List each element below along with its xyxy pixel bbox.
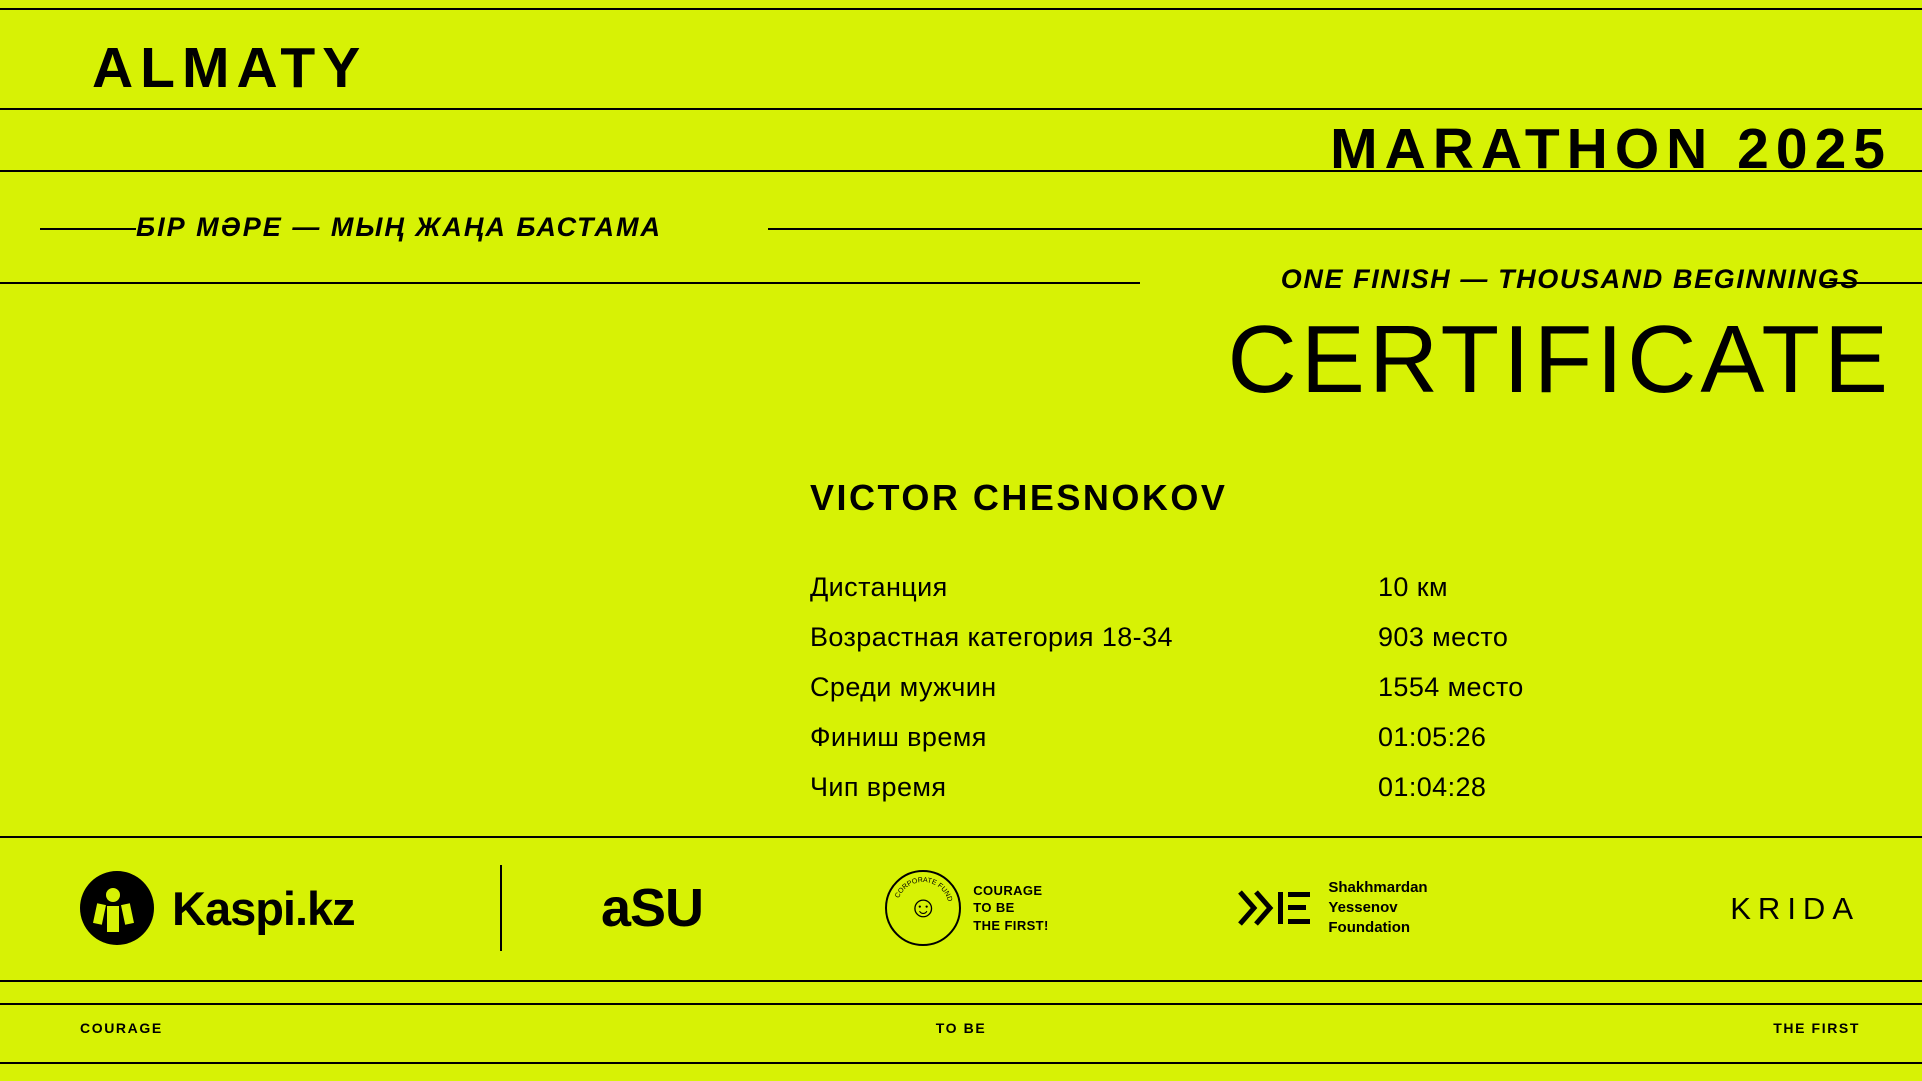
result-row (810, 672, 1630, 722)
divider-line (0, 1003, 1922, 1005)
sponsor-courage-fund (802, 870, 1132, 946)
slogan-english: ONE FINISH — THOUSAND BEGINNINGS (1280, 264, 1860, 294)
footer-left-text: COURAGE (80, 1020, 163, 1036)
sponsor-krida (1532, 890, 1922, 926)
result-label: Среди мужчин (810, 672, 997, 702)
result-label: Возрастная категория 18-34 (810, 622, 1173, 652)
divider-line (0, 108, 1922, 110)
result-value: 01:04:28 (1378, 772, 1487, 802)
results-list (810, 572, 1630, 822)
courage-line-2: TO BE (973, 900, 1015, 916)
sponsor-bar (0, 836, 1922, 980)
sponsor-asu (502, 878, 802, 938)
asu-wordmark: aSU (600, 878, 704, 938)
yessenov-wordmark (1328, 878, 1427, 939)
sponsor-kaspi (0, 871, 460, 945)
athlete-name: VICTOR CHESNOKOV (810, 477, 1228, 518)
page-title: CERTIFICATE (1227, 306, 1892, 413)
courage-wordmark (973, 882, 1049, 935)
courage-line-3: THE FIRST! (973, 917, 1049, 933)
result-value: 01:05:26 (1378, 722, 1487, 752)
result-value: 903 место (1378, 622, 1509, 652)
result-label: Финиш время (810, 722, 987, 752)
svg-text:CORPORATE FUND: CORPORATE FUND (894, 876, 954, 903)
result-row (810, 622, 1630, 672)
kaspi-wordmark: Kaspi.kz (172, 881, 355, 935)
result-row (810, 722, 1630, 772)
sponsor-yessenov-foundation (1132, 878, 1532, 939)
yessenov-line-3: Foundation (1328, 919, 1411, 937)
yessenov-line-2: Yessenov (1328, 898, 1398, 916)
divider-line (40, 228, 136, 230)
courage-line-1: COURAGE (973, 882, 1043, 898)
divider-line (768, 228, 1922, 230)
running-figure-icon: ☺ (907, 891, 939, 924)
footer-right-text: THE FIRST (1773, 1020, 1860, 1036)
footer-bar (0, 1020, 1922, 1036)
courage-seal-icon (885, 870, 961, 946)
result-value: 1554 место (1378, 672, 1524, 702)
courage-logo (885, 870, 1049, 946)
yessenov-logo (1236, 878, 1427, 939)
kaspi-logo (80, 871, 355, 945)
divider-line (0, 8, 1922, 10)
krida-wordmark: KRIDA (1730, 890, 1860, 926)
result-value: 10 км (1378, 572, 1448, 602)
slogan-kazakh: БІР МӘРЕ — МЫҢ ЖАҢА БАСТАМА (136, 212, 663, 242)
divider-line (0, 1062, 1922, 1064)
divider-line (0, 282, 1140, 284)
result-row (810, 572, 1630, 622)
kaspi-figure-icon (80, 871, 154, 945)
result-label: Чип время (810, 772, 947, 802)
divider-line (0, 980, 1922, 982)
yessenov-line-1: Shakhmardan (1328, 878, 1428, 896)
footer-center-text: TO BE (935, 1020, 987, 1036)
city-title: ALMATY (92, 36, 368, 100)
yessenov-mark-icon (1236, 886, 1314, 930)
result-row (810, 772, 1630, 822)
result-label: Дистанция (810, 572, 948, 602)
event-title: MARATHON 2025 (1330, 117, 1892, 181)
